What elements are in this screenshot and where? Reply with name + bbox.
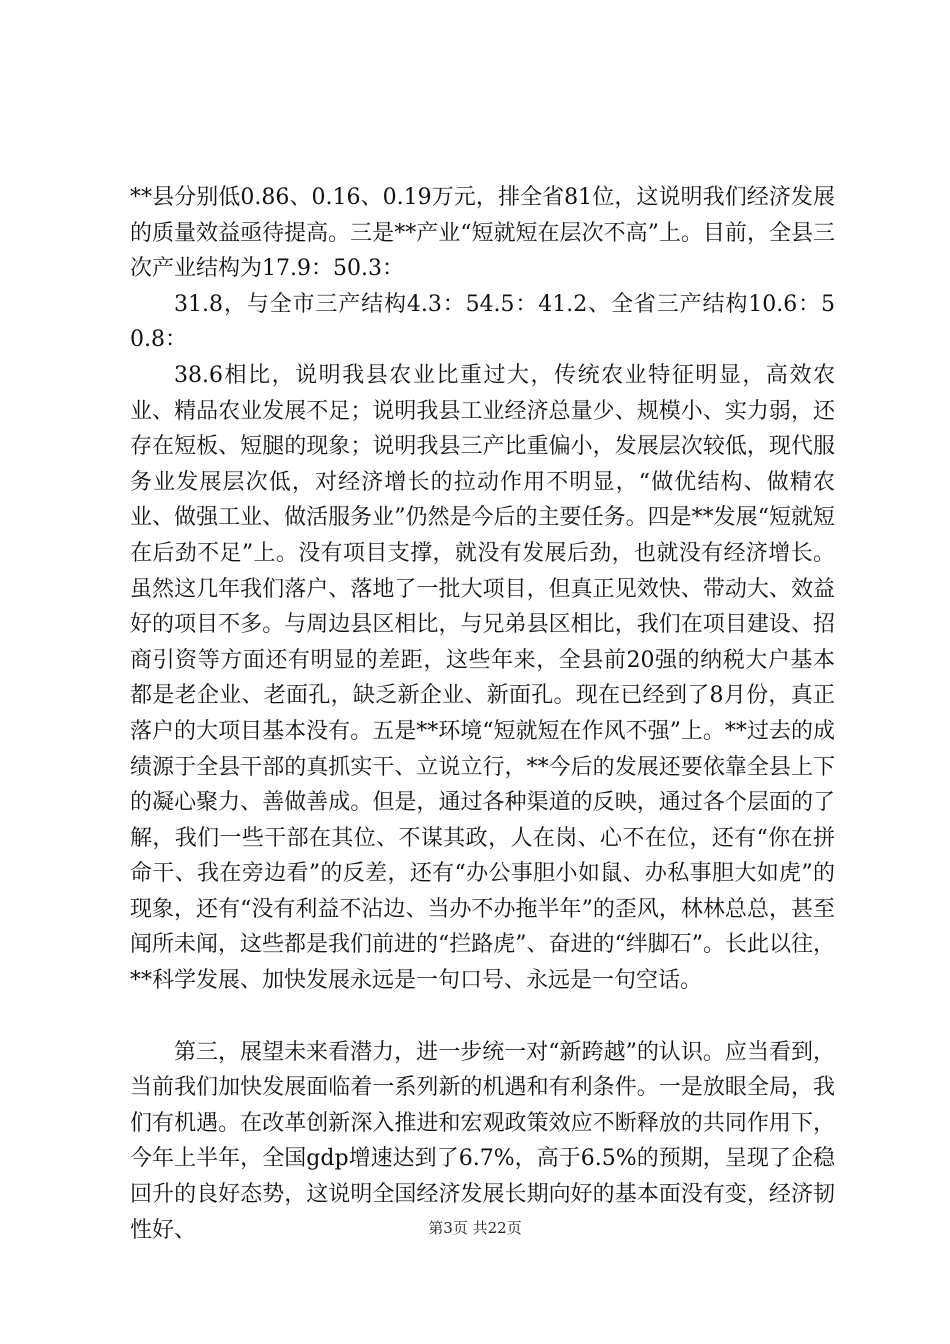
paragraph-2: 31.8，与全市三产结构4.3：54.5：41.2、全省三产结构10.6：50.8： — [130, 291, 835, 353]
document-body — [130, 180, 835, 1248]
paragraph-3: 38.6相比，说明我县农业比重过大，传统农业特征明显，高效农业、精品农业发展不足；说明我县工业经济总量少、规模小、实力弱，还存在短板、短腿的现象；说明我县三产比重偏小，发展层次较低，现代服务业发展层次低，对经济增长的拉动作用不明显，“做优结构、做精农业、做强工业、做活服务业”仍然是今后的主要任务。四是**发展“短就短在后劲不足”上。没有项目支撑，就没有发展后劲，也就没有经济增长。虽然这几年我们落户、落地了一批大项目，但真正见效快、带动大、效益好的项目不多。与周边县区相比，与兄弟县区相比，我们在项目建设、招商引资等方面还有明显的差距，这些年来，全县前20强的纳税大户基本都是老企业、老面孔，缺乏新企业、新面孔。现在已经到了8月份，真正落户的大项目基本没有。五是**环境“短就短在作风不强”上。**过去的成绩源于全县干部的真抓实干、立说立行，**今后的发展还要依靠全县上下的凝心聚力、善做善成。但是，通过各种渠道的反映，通过各个层面的了解，我们一些干部在其位、不谋其政，人在岗、心不在位，还有“你在拼命干、我在旁边看”的反差，还有“办公事胆小如鼠、办私事胆大如虎”的现象，还有“没有利益不沾边、当办不办拖半年”的歪风，林林总总，甚至闻所未闻，这些都是我们前进的“拦路虎”、奋进的“绊脚石”。长此以往，**科学发展、加快发展永远是一句口号、永远是一句空话。 — [130, 362, 835, 994]
paragraph-1: **县分别低0.86、0.16、0.19万元，排全省81位，这说明我们经济发展的质量效益亟待提高。三是**产业“短就短在层次不高”上。目前，全县三次产业结构为17.9：50.3： — [130, 185, 835, 282]
page-number-footer: 第3页 共22页 — [428, 1219, 522, 1237]
paragraph-4: 第三，展望未来看潜力，进一步统一对“新跨越”的认识。应当看到，当前我们加快发展面临着一系列新的机遇和有利条件。一是放眼全局，我们有机遇。在改革创新深入推进和宏观政策效应不断释放的共同作用下，今年上半年，全国gdp增速达到了6.7%，高于6.5%的预期，呈现了企稳回升的良好态势，这说明全国经济发展长期向好的基本面没有变，经济韧性好、 — [130, 1039, 835, 1243]
